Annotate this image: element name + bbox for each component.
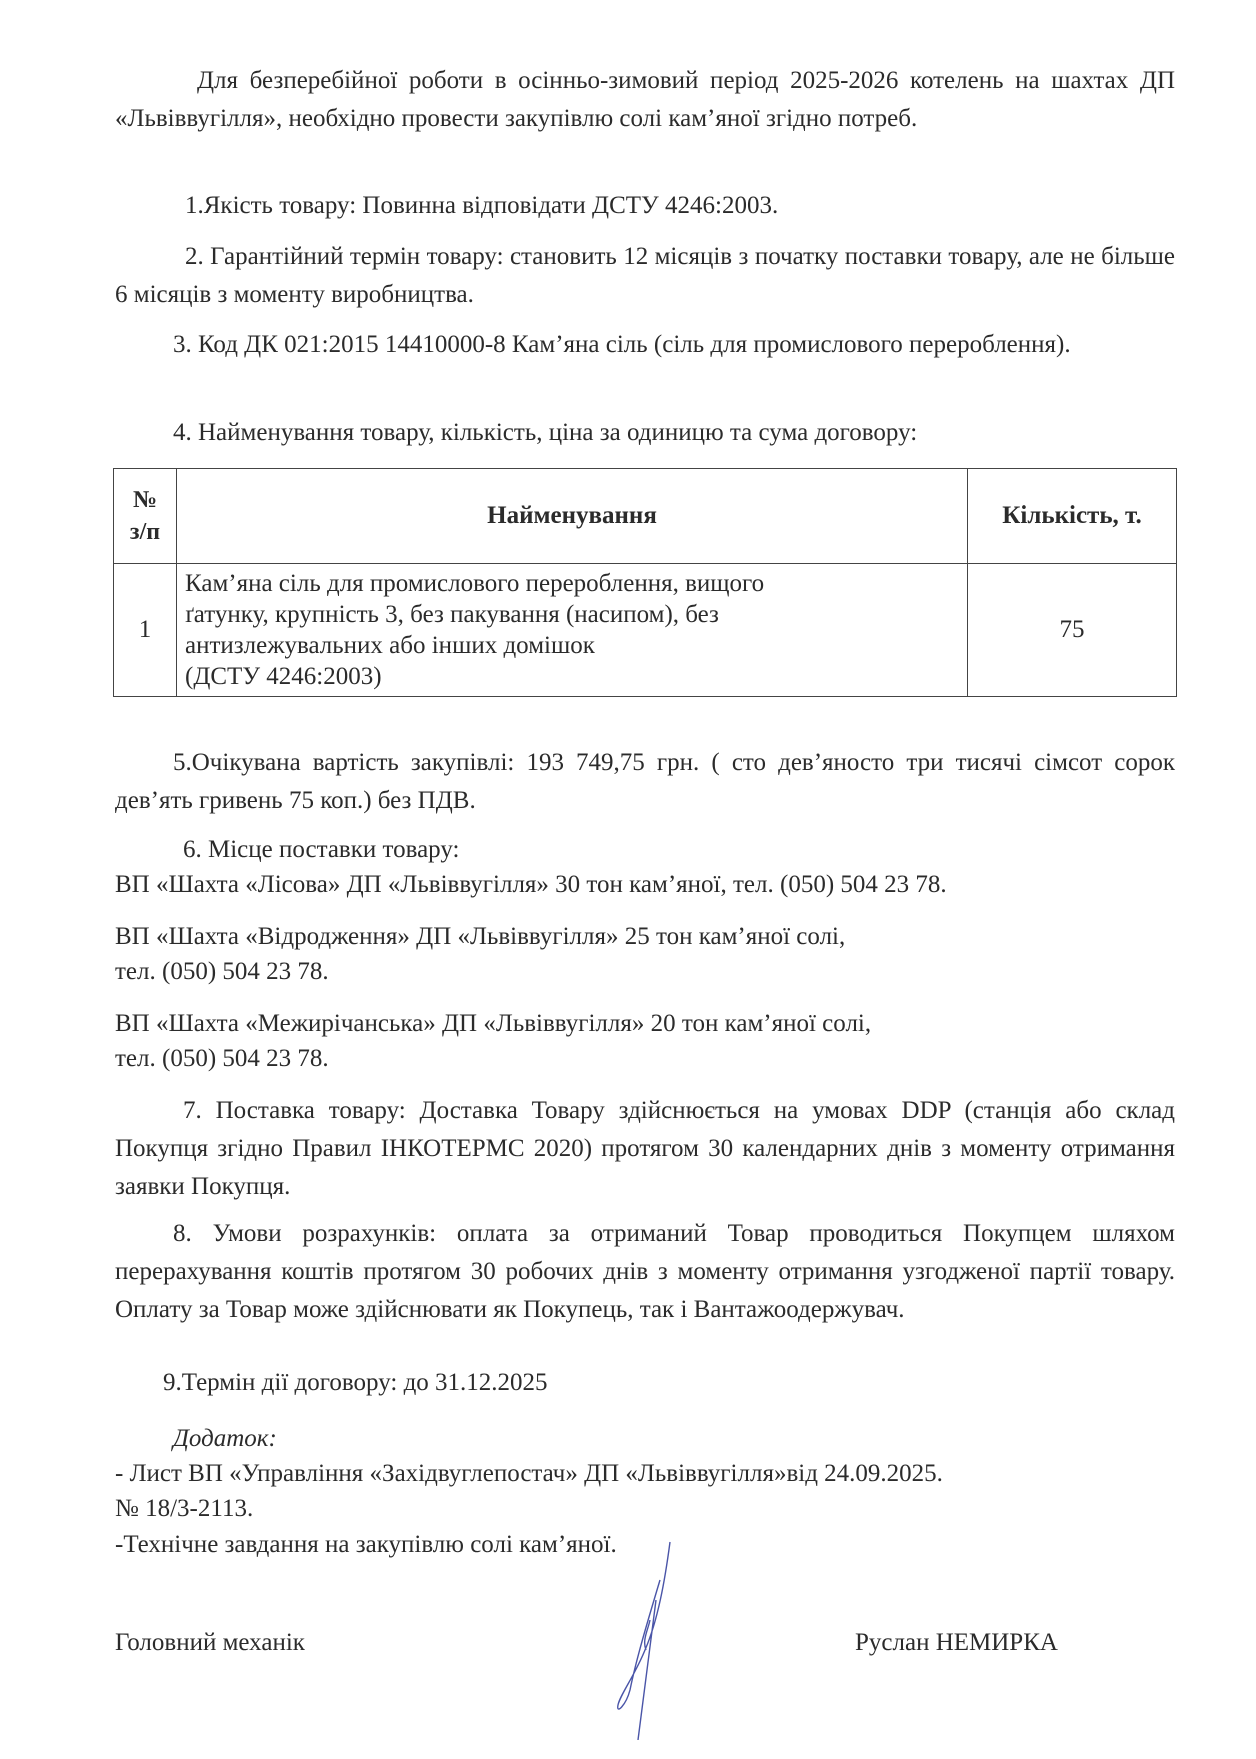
appendix-title: Додаток: <box>173 1425 277 1452</box>
expected-cost: 5.Очікувана вартість закупівлі: 193 749,75 грн. ( сто дев’яносто три тисячі сімсот сорок дев’ять гривень 75 коп.) без ПДВ. <box>115 749 1175 814</box>
header-num-line1: № <box>132 487 158 513</box>
signature-scribble-icon <box>590 1540 710 1740</box>
header-name: Найменування <box>177 469 968 564</box>
goods-table <box>113 468 1177 697</box>
appendix-letter: - Лист ВП «Управління «Західвуглепостач» ДП «Львіввугілля»від 24.09.2025. <box>115 1460 943 1487</box>
delivery-title: 6. Місце поставки товару: <box>183 836 460 863</box>
item-delivery-terms: 7. Поставка товару: Доставка Товару здійснюється на умовах DDP (станція або склад Покупця згідно Правил ІНКОТЕРМС 2020) протягом 30 календарних днів з моменту отримання заявки Покупця. <box>115 1097 1175 1200</box>
signatory-name: Руслан НЕМИРКА <box>855 1629 1058 1656</box>
delivery-place-2-phone: тел. (050) 504 23 78. <box>115 958 329 985</box>
appendix-tech-spec: -Технічне завдання на закупівлю солі кам’яної. <box>115 1531 617 1558</box>
row-name-line: антизлежувальних або інших домішок <box>185 632 595 659</box>
signatory-position: Головний механік <box>115 1629 305 1656</box>
item-code: 3. Код ДК 021:2015 14410000-8 Кам’яна сіль (сіль для промислового перероблення). <box>173 331 1071 358</box>
row-name-line: ґатунку, крупність 3, без пакування (насипом), без <box>185 601 719 628</box>
table-row <box>114 564 1177 697</box>
delivery-place-1: ВП «Шахта «Лісова» ДП «Львіввугілля» 30 тон кам’яної, тел. (050) 504 23 78. <box>115 871 947 898</box>
header-num-line2: з/п <box>129 519 161 545</box>
table-header-row <box>114 469 1177 564</box>
row-num: 1 <box>114 564 177 697</box>
delivery-place-3: ВП «Шахта «Межирічанська» ДП «Львіввугілля» 20 тон кам’яної солі, <box>115 1010 872 1037</box>
item-goods-title: 4. Найменування товару, кількість, ціна за одиницю та сума договору: <box>173 419 918 446</box>
appendix-letter-number: № 18/3-2113. <box>115 1495 254 1522</box>
item-warranty: 2. Гарантійний термін товару: становить 12 місяців з початку поставки товару, але не більше 6 місяців з моменту виробництва. <box>115 243 1175 308</box>
item-contract-term: 9.Термін дії договору: до 31.12.2025 <box>163 1369 548 1396</box>
row-qty: 75 <box>968 564 1177 697</box>
header-qty: Кількість, т. <box>968 469 1177 564</box>
row-name-line: Кам’яна сіль для промислового перероблення, вищого <box>185 570 765 597</box>
intro-paragraph: Для безперебійної роботи в осінньо-зимовий період 2025-2026 котелень на шахтах ДП «Львіввугілля», необхідно провести закупівлю солі кам’яної згідно потреб. <box>115 67 1175 132</box>
delivery-place-3-phone: тел. (050) 504 23 78. <box>115 1045 329 1072</box>
header-num <box>114 469 177 564</box>
item-quality: 1.Якість товару: Повинна відповідати ДСТУ 4246:2003. <box>185 192 779 219</box>
delivery-place-2: ВП «Шахта «Відродження» ДП «Львіввугілля» 25 тон кам’яної солі, <box>115 923 846 950</box>
row-name-line: (ДСТУ 4246:2003) <box>185 663 382 690</box>
row-name <box>177 564 968 697</box>
item-payment-terms: 8. Умови розрахунків: оплата за отриманий Товар проводиться Покупцем шляхом перерахування коштів протягом 30 робочих днів з моменту отримання узгодженої партії товару. Оплату за Товар може здійснювати як Покупець, так і Вантажоодержувач. <box>115 1220 1175 1323</box>
